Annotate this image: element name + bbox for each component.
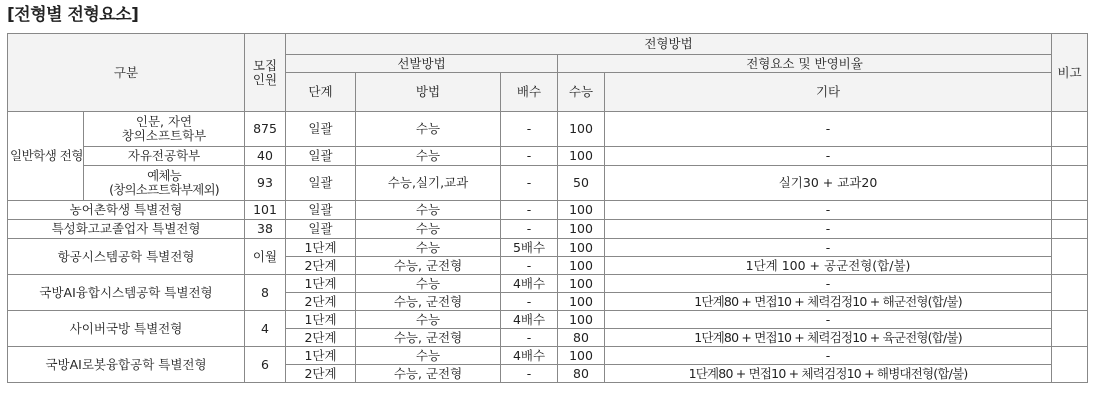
method-cell: 수능, 군전형: [356, 293, 501, 311]
other-cell: -: [605, 239, 1052, 257]
method-cell: 수능: [356, 347, 501, 365]
stage-cell: 1단계: [286, 347, 356, 365]
sub-category: 인문, 자연 창의소프트학부: [84, 112, 245, 147]
method-cell: 수능,실기,교과: [356, 166, 501, 201]
recruit-count: 6: [245, 347, 286, 383]
multiple-cell: -: [501, 293, 558, 311]
suneung-cell: 80: [558, 329, 605, 347]
suneung-header: 수능: [558, 73, 605, 112]
multiple-cell: 4배수: [501, 347, 558, 365]
admission-elements-table: [7, 33, 1088, 383]
multiple-cell: -: [501, 147, 558, 166]
method-cell: 수능, 군전형: [356, 365, 501, 383]
category-cell: 농어촌학생 특별전형: [8, 201, 245, 220]
category-cell: 항공시스템공학 특별전형: [8, 239, 245, 275]
remarks-cell: [1052, 220, 1088, 239]
stage-cell: 일괄: [286, 166, 356, 201]
multiple-cell: 4배수: [501, 275, 558, 293]
category-cell: 사이버국방 특별전형: [8, 311, 245, 347]
table-row: [8, 347, 1088, 365]
recruit-count: 38: [245, 220, 286, 239]
other-cell: 1단계80 + 면접10 + 체력검정10 + 육군전형(합/불): [605, 329, 1052, 347]
recruit-count: 40: [245, 147, 286, 166]
elements-ratio-header: 전형요소 및 반영비율: [558, 55, 1052, 73]
method-cell: 수능: [356, 201, 501, 220]
header-row-1: [8, 34, 1088, 55]
other-cell: 1단계 100 + 공군전형(합/불): [605, 257, 1052, 275]
other-cell: 실기30 + 교과20: [605, 166, 1052, 201]
suneung-cell: 100: [558, 220, 605, 239]
table-row: [8, 239, 1088, 257]
other-cell: -: [605, 220, 1052, 239]
recruit-count: 4: [245, 311, 286, 347]
other-header: 기타: [605, 73, 1052, 112]
table-row: [8, 275, 1088, 293]
method-cell: 수능: [356, 275, 501, 293]
recruit-header-line: 모집 인원: [252, 57, 278, 87]
multiple-cell: -: [501, 329, 558, 347]
recruit-count: 875: [245, 112, 286, 147]
multiple-header: 배수: [501, 73, 558, 112]
suneung-cell: 100: [558, 147, 605, 166]
method-cell: 수능: [356, 147, 501, 166]
sub-category: 예체능 (창의소프트학부제외): [84, 166, 245, 201]
remarks-cell: [1052, 166, 1088, 201]
suneung-cell: 100: [558, 239, 605, 257]
suneung-cell: 100: [558, 311, 605, 329]
table-row: [8, 147, 1088, 166]
stage-cell: 1단계: [286, 239, 356, 257]
multiple-cell: -: [501, 365, 558, 383]
table-row: [8, 112, 1088, 147]
stage-cell: 1단계: [286, 311, 356, 329]
other-cell: -: [605, 311, 1052, 329]
remarks-cell: [1052, 112, 1088, 147]
table-row: [8, 220, 1088, 239]
remarks-cell: [1052, 147, 1088, 166]
other-cell: -: [605, 275, 1052, 293]
multiple-cell: -: [501, 112, 558, 147]
method-cell: 수능, 군전형: [356, 257, 501, 275]
stage-cell: 2단계: [286, 257, 356, 275]
recruit-count: 93: [245, 166, 286, 201]
suneung-cell: 100: [558, 112, 605, 147]
stage-cell: 2단계: [286, 329, 356, 347]
remarks-cell: [1052, 311, 1088, 347]
multiple-cell: -: [501, 166, 558, 201]
sub-category: 자유전공학부: [84, 147, 245, 166]
other-cell: 1단계80 + 면접10 + 체력검정10 + 해군전형(합/불): [605, 293, 1052, 311]
stage-cell: 일괄: [286, 201, 356, 220]
stage-cell: 1단계: [286, 275, 356, 293]
method-header: 방법: [356, 73, 501, 112]
stage-cell: 2단계: [286, 365, 356, 383]
method-cell: 수능: [356, 239, 501, 257]
other-cell: -: [605, 112, 1052, 147]
recruit-count: 8: [245, 275, 286, 311]
other-cell: -: [605, 147, 1052, 166]
stage-cell: 2단계: [286, 293, 356, 311]
multiple-cell: 5배수: [501, 239, 558, 257]
selection-method-header: 선발방법: [286, 55, 558, 73]
stage-cell: 일괄: [286, 220, 356, 239]
remarks-cell: [1052, 201, 1088, 220]
stage-cell: 일괄: [286, 112, 356, 147]
suneung-cell: 100: [558, 275, 605, 293]
table-row: [8, 311, 1088, 329]
table-row: [8, 166, 1088, 201]
method-cell: 수능: [356, 112, 501, 147]
category-cell: 국방AI로봇융합공학 특별전형: [8, 347, 245, 383]
remarks-cell: [1052, 239, 1088, 275]
category-cell: 특성화고교졸업자 특별전형: [8, 220, 245, 239]
recruit-header: [245, 34, 286, 112]
general-group-label: 일반학생 전형: [8, 112, 84, 201]
multiple-cell: 4배수: [501, 311, 558, 329]
stage-cell: 일괄: [286, 147, 356, 166]
multiple-cell: -: [501, 257, 558, 275]
other-cell: -: [605, 347, 1052, 365]
suneung-cell: 100: [558, 347, 605, 365]
screening-method-header: 전형방법: [286, 34, 1052, 55]
suneung-cell: 100: [558, 293, 605, 311]
multiple-cell: -: [501, 201, 558, 220]
other-cell: -: [605, 201, 1052, 220]
suneung-cell: 80: [558, 365, 605, 383]
category-cell: 국방AI융합시스템공학 특별전형: [8, 275, 245, 311]
remarks-cell: [1052, 275, 1088, 311]
remarks-header: 비고: [1052, 34, 1088, 112]
category-header: 구분: [8, 34, 245, 112]
suneung-cell: 100: [558, 201, 605, 220]
suneung-cell: 50: [558, 166, 605, 201]
stage-header: 단계: [286, 73, 356, 112]
multiple-cell: -: [501, 220, 558, 239]
recruit-count: 101: [245, 201, 286, 220]
suneung-cell: 100: [558, 257, 605, 275]
method-cell: 수능: [356, 311, 501, 329]
method-cell: 수능: [356, 220, 501, 239]
method-cell: 수능, 군전형: [356, 329, 501, 347]
table-row: [8, 201, 1088, 220]
recruit-count: 이월: [245, 239, 286, 275]
other-cell: 1단계80 + 면접10 + 체력검정10 + 해병대전형(합/불): [605, 365, 1052, 383]
remarks-cell: [1052, 347, 1088, 383]
page-title: [전형별 전형요소]: [7, 5, 139, 25]
